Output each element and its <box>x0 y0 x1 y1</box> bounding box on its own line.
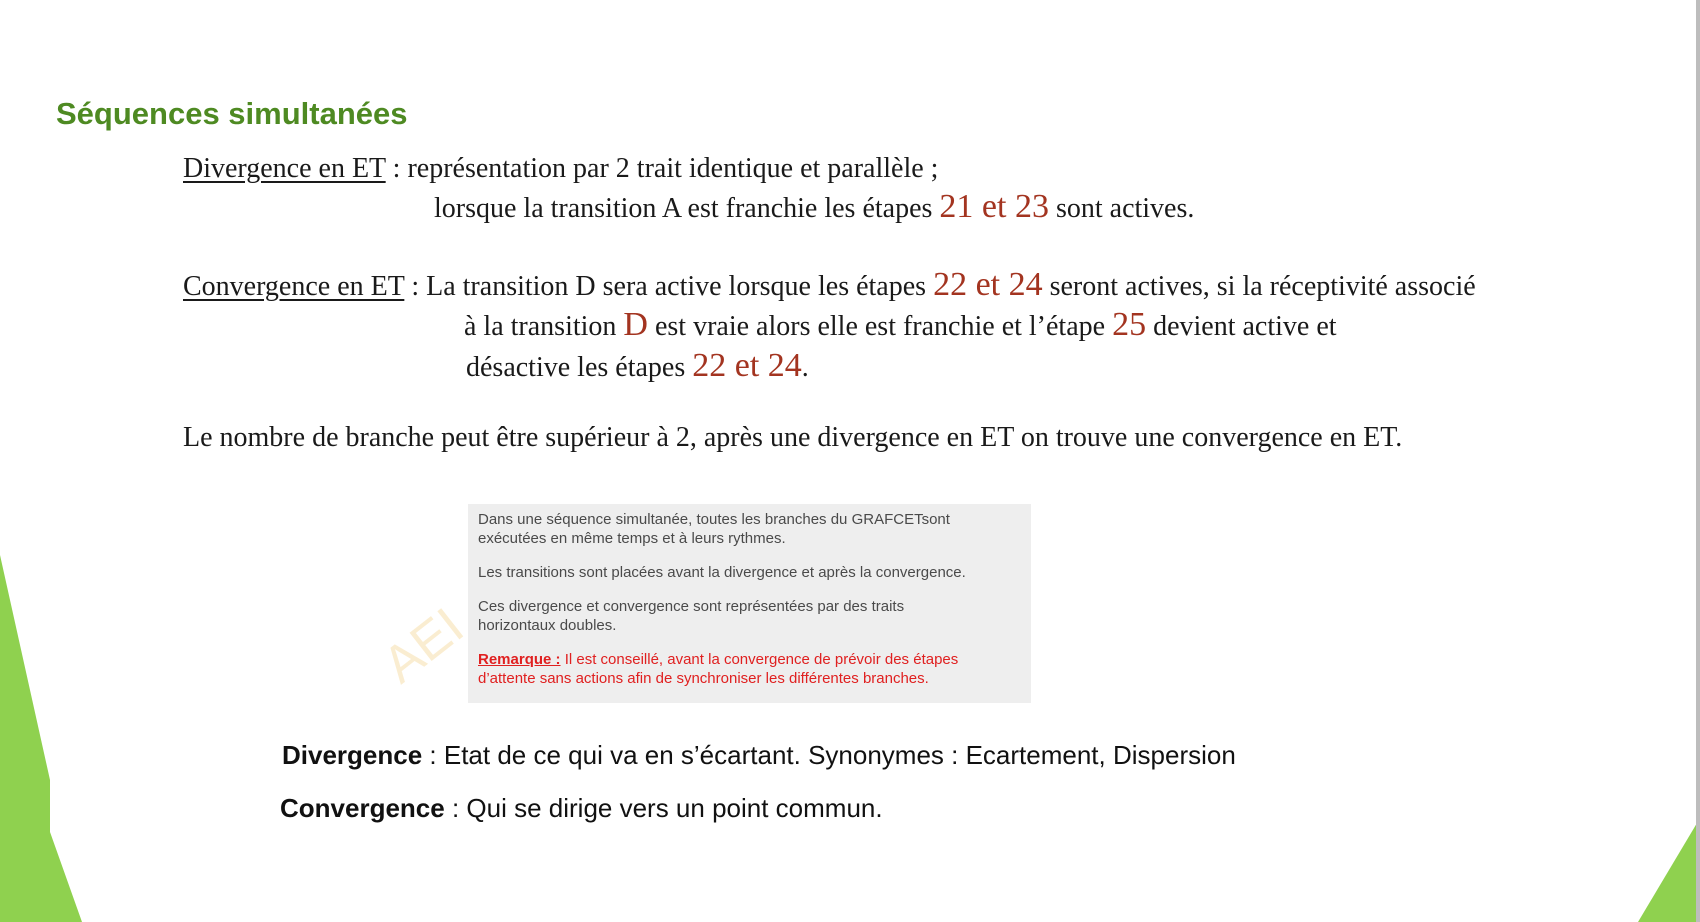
convergence-definition-text: : Qui se dirige vers un point commun. <box>444 793 883 823</box>
convergence-et-line-1 <box>183 268 1476 302</box>
remark-label: Remarque : <box>478 651 561 668</box>
convergence-et-text-1b: seront actives, si la réceptivité associé <box>1042 271 1476 302</box>
slide-title: Séquences simultanées <box>56 96 408 131</box>
note-p1-line-2: exécutées en même temps et à leurs rythmes. <box>478 530 786 547</box>
divergence-et-text-2b: sont actives. <box>1048 193 1195 224</box>
divergence-et-term: Divergence en ET <box>183 153 386 184</box>
divergence-et-text-1: représentation par 2 trait identique et parallèle ; <box>407 153 939 184</box>
convergence-et-line-2 <box>464 308 1337 342</box>
divergence-et-steps: 21 et 23 <box>939 188 1049 225</box>
divergence-et-line-1 <box>183 155 938 183</box>
slide-right-border <box>1696 0 1700 922</box>
convergence-et-text-2c: devient active et <box>1146 311 1337 342</box>
left-green-decoration <box>0 0 90 922</box>
convergence-et-transition-d: D <box>623 306 648 343</box>
remark-line-1: Il est conseillé, avant la convergence de prévoir des étapes <box>560 651 959 668</box>
note-p1-line-1: Dans une séquence simultanée, toutes les branches du GRAFCETsont <box>478 511 950 528</box>
convergence-et-text-3a: désactive les étapes <box>466 352 693 383</box>
convergence-et-text-2a: à la transition <box>464 311 624 342</box>
divergence-et-line-2 <box>434 190 1194 224</box>
remark-line-2: d’attente sans actions afin de synchroniser les différentes branches. <box>478 670 929 687</box>
divergence-definition-text: : Etat de ce qui va en s’écartant. Synonymes : Ecartement, Dispersion <box>422 740 1236 770</box>
convergence-et-separator: : <box>404 271 427 302</box>
note-p3-line-2: horizontaux doubles. <box>478 617 617 634</box>
convergence-definition <box>280 793 883 824</box>
watermark-text: AEI <box>372 597 475 695</box>
right-green-decoration <box>1620 0 1700 922</box>
note-paragraph-3 <box>478 597 1021 635</box>
convergence-et-steps-1: 22 et 24 <box>933 266 1043 303</box>
convergence-et-text-2b: est vraie alors elle est franchie et l’étape <box>647 311 1113 342</box>
grafcet-note-box <box>468 504 1031 703</box>
note-paragraph-2: Les transitions sont placées avant la divergence et après la convergence. <box>478 564 966 581</box>
note-p3-line-1: Ces divergence et convergence sont représentées par des traits <box>478 598 905 615</box>
divergence-et-separator: : <box>385 153 408 184</box>
convergence-et-steps-3: 22 et 24 <box>692 347 802 384</box>
branch-count-note: Le nombre de branche peut être supérieur à 2, après une divergence en ET on trouve une convergence en ET. <box>183 422 1403 453</box>
convergence-definition-term: Convergence <box>280 793 445 823</box>
divergence-definition-term: Divergence <box>282 740 423 770</box>
convergence-et-text-3b: . <box>801 352 809 383</box>
convergence-et-text-1a: La transition D sera active lorsque les étapes <box>426 271 934 302</box>
convergence-et-line-3 <box>466 349 809 383</box>
convergence-et-step-25: 25 <box>1112 306 1147 343</box>
convergence-et-term: Convergence en ET <box>183 271 405 302</box>
divergence-et-text-2a: lorsque la transition A est franchie les étapes <box>434 193 940 224</box>
note-paragraph-1 <box>478 510 1021 548</box>
note-remark <box>478 650 1021 688</box>
divergence-definition <box>282 740 1236 771</box>
